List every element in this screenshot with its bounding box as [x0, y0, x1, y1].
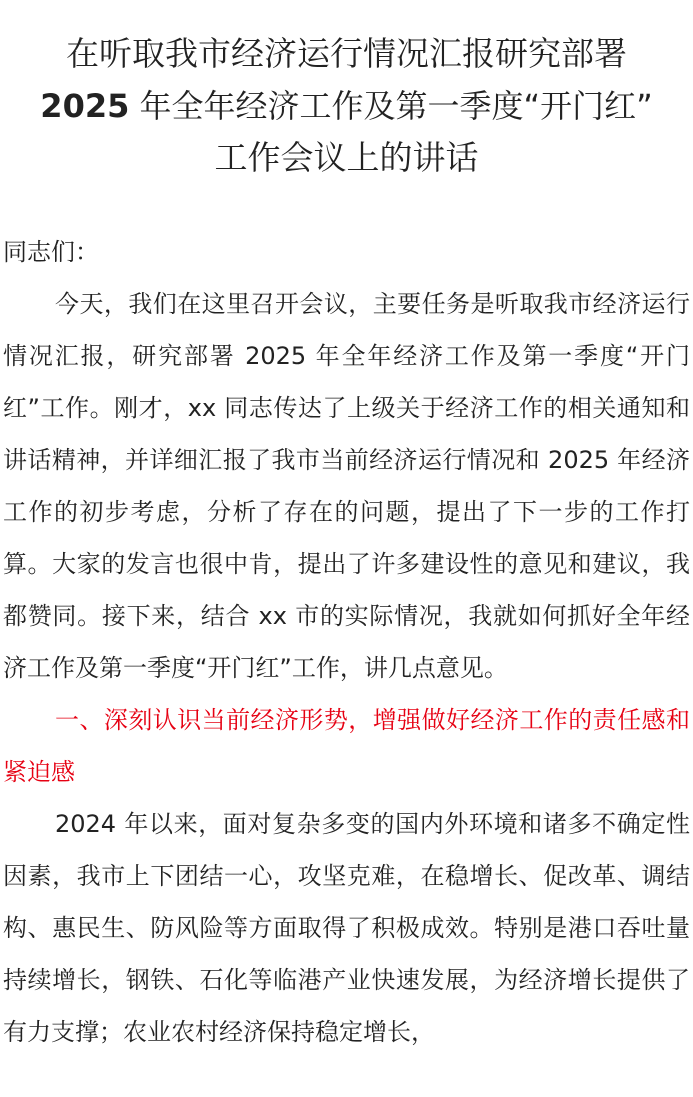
document-title	[3, 0, 690, 184]
paragraph-intro: 今天，我们在这里召开会议，主要任务是听取我市经济运行情况汇报，研究部署 2025 年全年经济工作及第一季度“开门红”工作。刚才，xx 同志传达了上级关于经济工作的相关通知和讲话精神，并详细汇报了我市当前经济运行情况和 2025 年经济工作的初步考虑，分析了存在的问题，提出了下一步的工作打算。大家的发言也很中肯，提出了许多建设性的意见和建议，我都赞同。接下来，结合 xx 市的实际情况，我就如何抓好全年经济工作及第一季度“开门红”工作，讲几点意见。	[3, 290, 690, 682]
paragraph-situation: 2024 年以来，面对复杂多变的国内外环境和诸多不确定性因素，我市上下团结一心，攻坚克难，在稳增长、促改革、调结构、惠民生、防风险等方面取得了积极成效。特别是港口吞吐量持续增长，钢铁、石化等临港产业快速发展，为经济增长提供了有力支撑；农业农村经济保持稳定增长，	[3, 810, 690, 1046]
title-year: 2025	[40, 87, 130, 125]
title-line-2	[3, 80, 690, 132]
title-line-1: 在听取我市经济运行情况汇报研究部署	[66, 34, 627, 73]
salutation: 同志们：	[3, 238, 99, 266]
title-line-3: 工作会议上的讲话	[214, 138, 479, 177]
section-heading-1: 一、深刻认识当前经济形势，增强做好经济工作的责任感和紧迫感	[3, 706, 690, 786]
title-line-2-text: 年全年经济工作及第一季度“开门红”	[129, 87, 653, 125]
